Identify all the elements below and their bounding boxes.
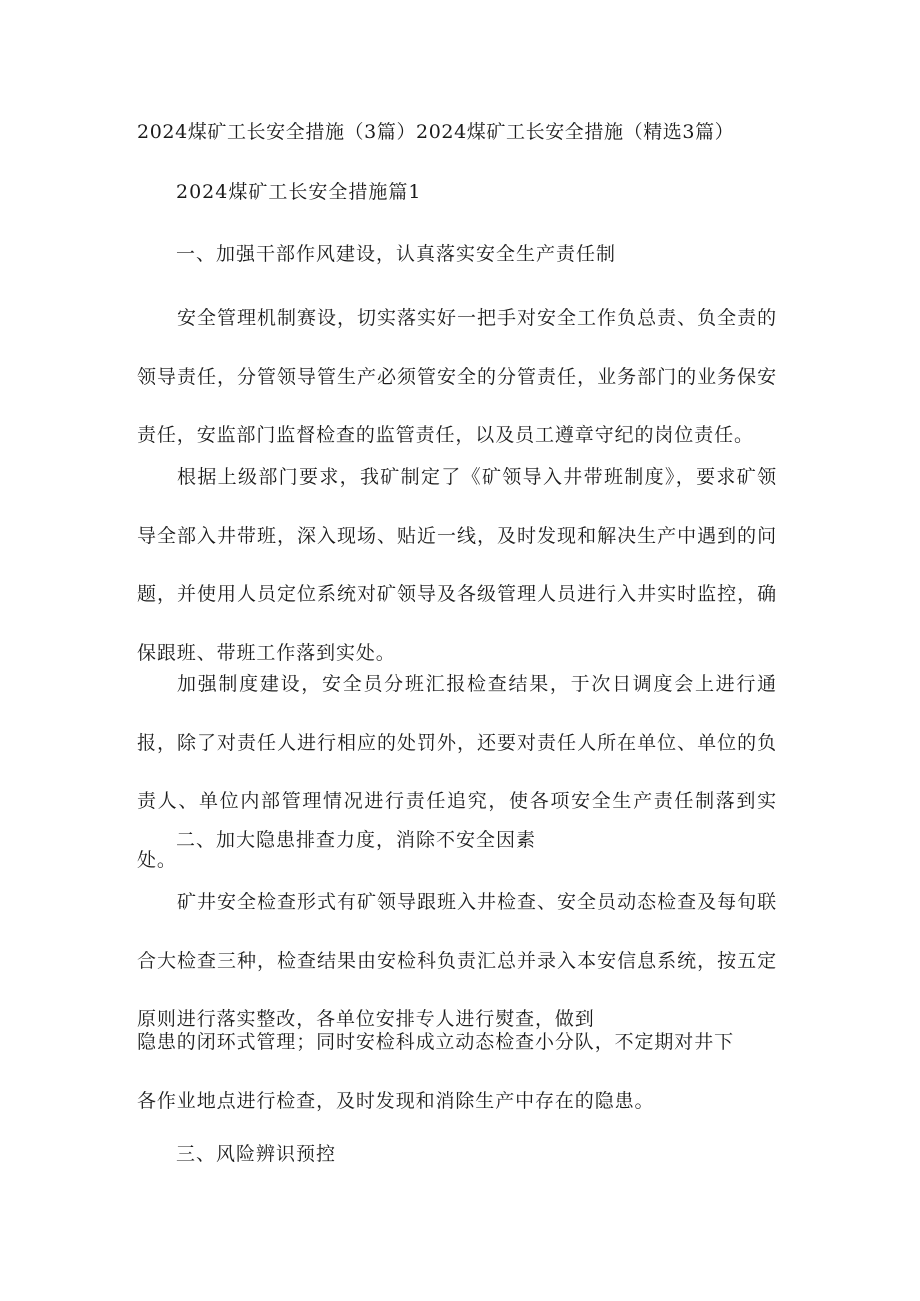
paragraph: 安全管理机制赛设，切实落实好一把手对安全工作负总责、负全责的领导责任，分管领导管生产必须管安全的分管责任，业务部门的业务保安责任，安监部门监督检查的监管责任，以及员工遵章守纪的岗位责任。: [137, 307, 777, 446]
section-heading: 二、加大隐患排查力度，消除不安全因素: [176, 829, 537, 851]
paragraph: 根据上级部门要求，我矿制定了《矿领导入井带班制度》，要求矿领导全部入井带班，深入现场、贴近一线，及时发现和解决生产中遇到的问题，并使用人员定位系统对矿领导及各级管理人员进行入井实时监控，确保跟班、带班工作落到实处。: [137, 466, 777, 664]
paragraph: 加强制度建设，安全员分班汇报检查结果，于次日调度会上进行通报，除了对责任人进行相应的处罚外，还要对责任人所在单位、单位的负责人、单位内部管理情况进行责任追究，使各项安全生产责任制落到实处。: [137, 673, 777, 871]
section-heading: 一、加强干部作风建设，认真落实安全生产责任制: [176, 243, 617, 265]
document-title: 2024煤矿工长安全措施（3篇）2024煤矿工长安全措施（精选3篇）: [137, 121, 735, 143]
paragraph-line: 各作业地点进行检查，及时发现和消除生产中存在的隐患。: [137, 1090, 655, 1112]
document-subtitle: 2024煤矿工长安全措施篇1: [176, 181, 422, 203]
paragraph: 矿井安全检查形式有矿领导跟班入井检查、安全员动态检查及每旬联合大检查三种，检查结果由安检科负责汇总并录入本安信息系统，按五定原则进行落实整改，各单位安排专人进行熨查，做到: [137, 891, 777, 1030]
section-heading: 三、风险辨识预控: [176, 1143, 337, 1165]
paragraph-line: 隐患的闭环式管理；同时安检科成立动态检查小分队，不定期对井下: [137, 1031, 735, 1053]
